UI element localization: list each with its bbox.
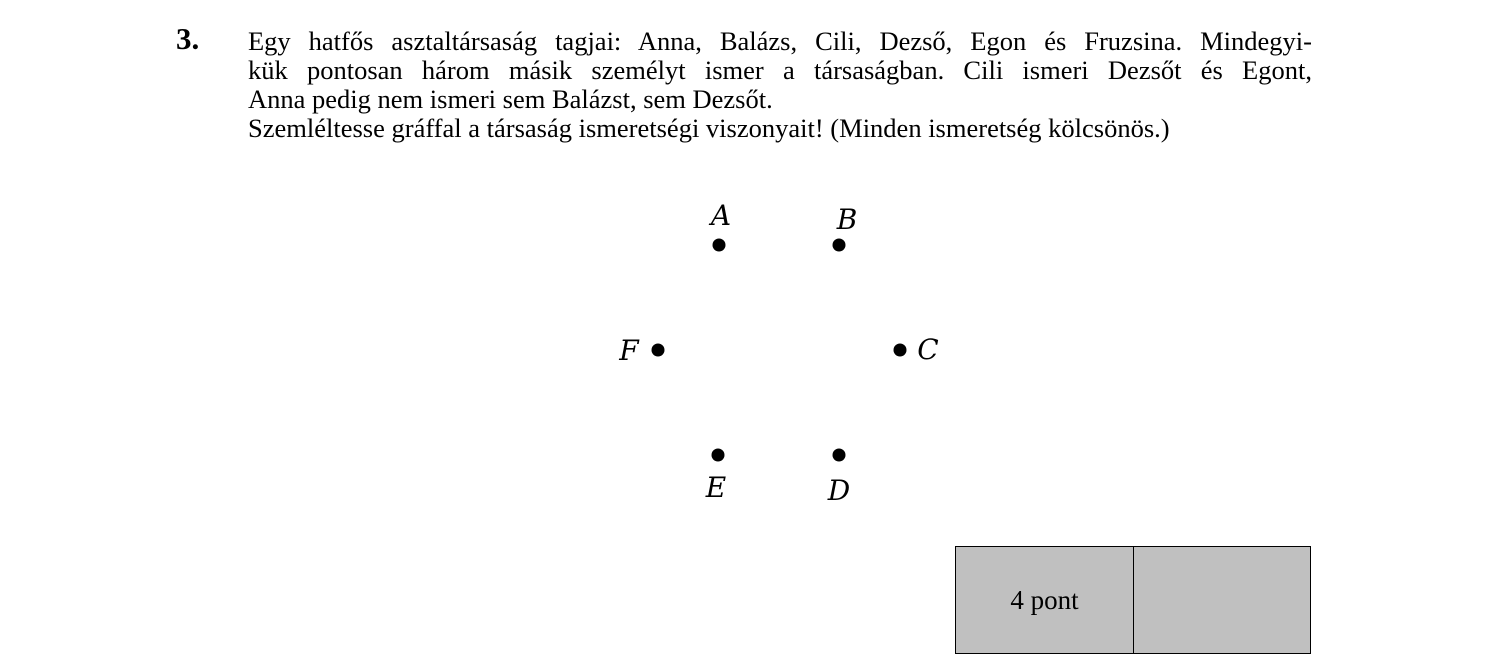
- vertex-a-label: A: [710, 199, 732, 232]
- vertex-e: [705, 449, 726, 505]
- vertex-c: [894, 333, 939, 366]
- vertex-e-label: E: [705, 471, 727, 504]
- vertex-d: [827, 449, 850, 508]
- vertex-f: [618, 334, 664, 367]
- task-line-1: Egy hatfős asztaltársaság tagjai: Anna, Balázs, Cili, Dezső, Egon és Fruzsina. Mindegyi-: [248, 26, 1312, 56]
- task-line-2: kük pontosan három másik személyt ismer a társaságban. Cili ismeri Dezsőt és Egont,: [248, 55, 1312, 85]
- score-label: 4 pont: [956, 547, 1134, 653]
- vertex-a-dot: [713, 239, 726, 252]
- task-line-3: Anna pedig nem ismeri sem Balázst, sem Dezsőt.: [248, 84, 773, 114]
- vertex-c-dot: [894, 344, 907, 357]
- vertex-f-label: F: [619, 334, 639, 367]
- vertex-d-dot: [833, 449, 846, 462]
- task-line-4: Szemléltesse gráffal a társaság ismeretségi viszonyait! (Minden ismeretség kölcsönös.): [248, 113, 1170, 143]
- vertex-b: [833, 203, 858, 252]
- score-blank-cell[interactable]: [1134, 547, 1310, 653]
- vertex-c-label: C: [917, 333, 939, 366]
- vertex-b-dot: [833, 239, 846, 252]
- vertex-f-dot: [652, 344, 665, 357]
- vertex-d-label: D: [827, 474, 851, 507]
- vertex-a: [708, 199, 731, 252]
- vertex-b-label: B: [836, 203, 858, 236]
- vertex-e-dot: [712, 449, 725, 462]
- score-box: [955, 546, 1311, 654]
- task-number: 3.: [176, 21, 200, 56]
